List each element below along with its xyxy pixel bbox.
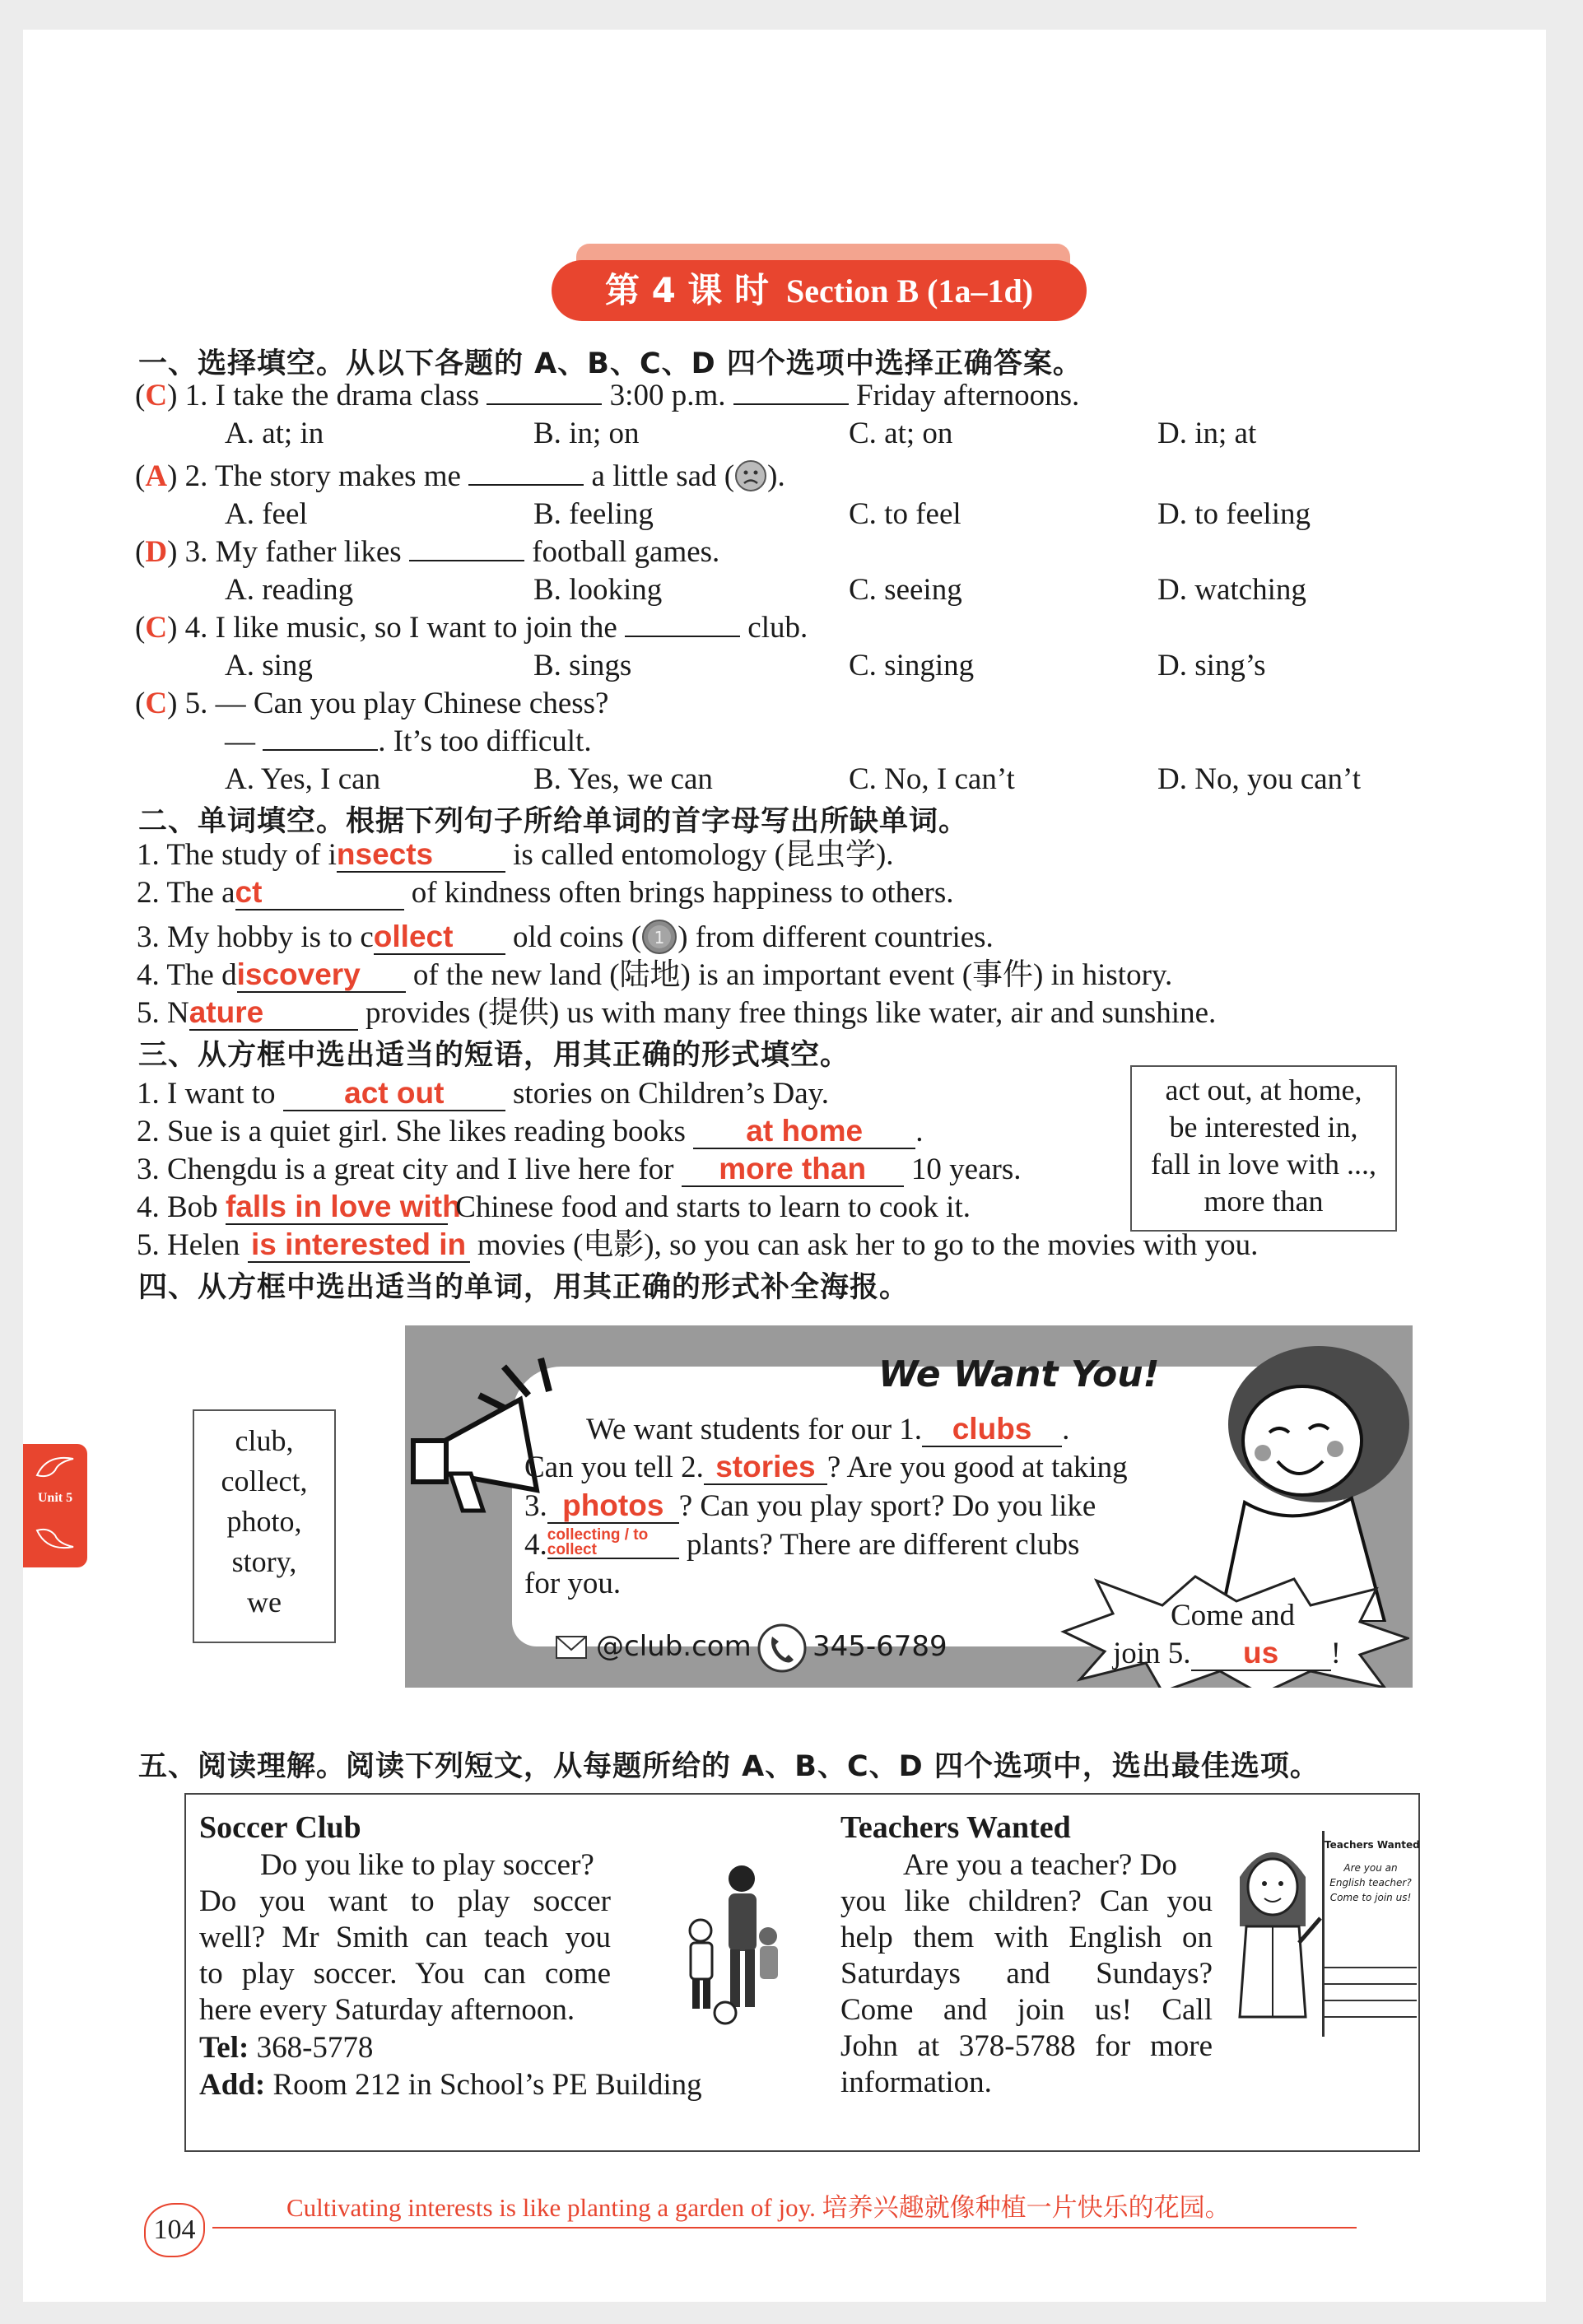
- p2-q3-post: old coins (: [513, 920, 642, 954]
- poster-blank-2: [704, 1451, 827, 1485]
- p2-q1: [137, 836, 894, 874]
- p3-q5-blank: [248, 1229, 470, 1263]
- p3-q4-blank: [225, 1190, 461, 1225]
- p2-q1-post: is called entomology (昆虫学).: [513, 838, 894, 872]
- q1-option-c: C. at; on: [849, 417, 953, 450]
- p2-q3: [137, 919, 994, 957]
- lesson-number: 第 4 课 时: [604, 270, 770, 310]
- q5-answer: C: [145, 687, 168, 720]
- word-box-item: club,: [235, 1424, 294, 1457]
- poster-blank-3: [547, 1490, 679, 1524]
- footer-quote: Cultivating interests is like planting a garden of joy. 培养兴趣就像种植一片快乐的花园。: [286, 2193, 1231, 2222]
- part1-title: 一、选择填空。从以下各题的 A、B、C、D 四个选项中选择正确答案。: [138, 347, 1082, 380]
- p2-q5-pre: 5. N: [137, 996, 189, 1030]
- p2-q1-blank: [337, 839, 505, 873]
- poster-line1-pre: We want students for our 1.: [586, 1413, 923, 1446]
- part5-title: 五、阅读理解。阅读下列短文，从每题所给的 A、B、C、D 四个选项中，选出最佳选项。: [138, 1750, 1320, 1783]
- q5-line1: 5. — Can you play Chinese chess?: [184, 687, 609, 720]
- q5-option-b: B. Yes, we can: [533, 762, 713, 796]
- p3-q2: [137, 1113, 923, 1151]
- poster-answer-1: clubs: [952, 1412, 1032, 1446]
- q5-post: . It’s too difficult.: [378, 724, 592, 758]
- p3-q1-blank: [283, 1078, 505, 1111]
- phrase-box: [1130, 1065, 1397, 1232]
- p3-q4: [137, 1189, 971, 1227]
- board-line: Come to join us!: [1329, 1892, 1412, 1903]
- poster-answer-2: stories: [715, 1450, 816, 1483]
- q2-stem: (A) 2. The story makes me a little sad ( ).: [135, 459, 785, 493]
- part2-title: 二、单词填空。根据下列句子所给单词的首字母写出所缺单词。: [138, 805, 969, 838]
- q2-post: a little sad (: [591, 459, 735, 493]
- ad1-line: Do you like to play soccer?: [260, 1848, 594, 1882]
- p2-q2: [137, 874, 954, 912]
- poster-answer-4-line1: collecting / to: [547, 1526, 649, 1544]
- p2-q2-pre: 2. The a: [137, 876, 235, 910]
- ad1-add: [199, 2066, 702, 2104]
- poster-email: @club.com: [596, 1630, 752, 1663]
- ad1-title: Soccer Club: [199, 1810, 361, 1845]
- q5-line2: [225, 723, 592, 761]
- q1-blank-2: [733, 403, 849, 405]
- p3-q2-answer: at home: [746, 1114, 864, 1148]
- q3-stem: (D) 3. My father likes football games.: [135, 535, 720, 569]
- board-line: English teacher?: [1329, 1877, 1412, 1889]
- q2-pre: 2. The story makes me: [184, 459, 461, 493]
- p3-q3-blank: [682, 1153, 904, 1187]
- p3-q1: [137, 1075, 829, 1113]
- footer-rule: [212, 2227, 1357, 2229]
- q5-option-a: A. Yes, I can: [225, 762, 381, 796]
- word-box-item: we: [247, 1586, 282, 1618]
- q3-post: football games.: [532, 535, 720, 569]
- poster-heading: We Want You!: [878, 1353, 1160, 1395]
- ad1-add-value: Room 212 in School’s PE Building: [272, 2068, 702, 2102]
- q5-option-d: D. No, you can’t: [1157, 762, 1361, 796]
- ad1-body: [199, 1847, 611, 2028]
- ad1-add-label: Add:: [199, 2068, 266, 2102]
- q4-option-d: D. sing’s: [1157, 649, 1266, 682]
- p2-q4-pre: 4. The d: [137, 958, 237, 992]
- q1-mid: 3:00 p.m.: [609, 379, 726, 412]
- p2-q3-post2: ) from different countries.: [677, 920, 994, 954]
- q4-option-c: C. singing: [849, 649, 975, 682]
- p3-q4-answer: falls in love with: [225, 1190, 461, 1223]
- soccer-players-illustration-icon: [659, 1861, 783, 2025]
- ad2-line: help them with English on: [840, 1921, 1213, 1954]
- p2-q4: [137, 957, 1172, 994]
- q4-pre: 4. I like music, so I want to join the: [184, 611, 617, 645]
- poster-blank-5: [1191, 1637, 1331, 1671]
- q1-answer: C: [145, 379, 168, 412]
- q3-pre: 3. My father likes: [184, 535, 402, 569]
- q3-option-c: C. seeing: [849, 573, 962, 607]
- email-icon: [553, 1628, 589, 1665]
- q2-option-b: B. feeling: [533, 497, 654, 531]
- p2-q2-answer: ct: [235, 875, 263, 909]
- q5-stem: (C) 5. — Can you play Chinese chess?: [135, 687, 609, 720]
- ad2-line: Are you a teacher? Do: [903, 1848, 1177, 1882]
- board-rule: [1325, 1983, 1417, 1985]
- poster-line3-pre: 3.: [524, 1489, 547, 1523]
- section-title: Section B (1a–1d): [786, 272, 1034, 310]
- ad1-line: Do you want to play soccer: [199, 1884, 611, 1918]
- poster-line3: [524, 1488, 1096, 1525]
- ad2-line: Come and join us! Call: [840, 1993, 1213, 2027]
- word-box: [193, 1409, 336, 1643]
- p2-q3-answer: ollect: [373, 920, 454, 953]
- svg-text:1: 1: [654, 928, 665, 948]
- poster-answer-3: photos: [562, 1488, 664, 1522]
- q3-answer: D: [145, 535, 168, 569]
- poster-line4-post: plants? There are different clubs: [687, 1528, 1080, 1562]
- p3-q5-post: movies (电影), so you can ask her to go to the movies with you.: [477, 1228, 1259, 1262]
- ad2-line: Saturdays and Sundays?: [840, 1957, 1213, 1991]
- word-box-item: photo,: [226, 1505, 302, 1538]
- part3-title: 三、从方框中选出适当的短语，用其正确的形式填空。: [138, 1039, 850, 1072]
- ad1-line: well? Mr Smith can teach you: [199, 1921, 611, 1954]
- page-number: 104: [144, 2203, 205, 2257]
- p2-q4-blank: [237, 959, 406, 993]
- board-rule: [1325, 2000, 1417, 2001]
- board-title: Teachers Wanted: [1325, 1839, 1420, 1851]
- q5-blank: [263, 749, 378, 751]
- poster-burst-line1: Come and: [1171, 1599, 1296, 1632]
- q1-option-d: D. in; at: [1157, 417, 1257, 450]
- q2-answer: A: [145, 459, 168, 493]
- p3-q4-post: Chinese food and starts to learn to cook it.: [455, 1190, 971, 1224]
- q2-option-a: A. feel: [225, 497, 308, 531]
- q2-option-d: D. to feeling: [1157, 497, 1311, 531]
- poster-burst2-pre: join 5.: [1113, 1637, 1191, 1670]
- sad-face-icon: [734, 459, 767, 492]
- p3-q5: [137, 1227, 1258, 1264]
- poster-phone: 345-6789: [812, 1630, 947, 1663]
- p2-q5-answer: ature: [189, 995, 264, 1029]
- p3-q2-post: .: [915, 1115, 924, 1148]
- p3-q3-pre: 3. Chengdu is a great city and I live here for: [137, 1153, 674, 1186]
- poster-blank-1: [922, 1413, 1062, 1447]
- q5-option-c: C. No, I can’t: [849, 762, 1015, 796]
- q4-answer: C: [145, 611, 168, 645]
- p3-q1-post: stories on Children’s Day.: [513, 1077, 830, 1111]
- q3-option-b: B. looking: [533, 573, 663, 607]
- q4-option-b: B. sings: [533, 649, 632, 682]
- wing-ornament-icon: [30, 1451, 80, 1483]
- unit-label: Unit 5: [37, 1491, 73, 1505]
- q1-option-b: B. in; on: [533, 417, 640, 450]
- club-poster: [405, 1325, 1413, 1688]
- teacher-girl-illustration-icon: [1223, 1836, 1322, 2042]
- phrase-box-line: more than: [1204, 1185, 1324, 1218]
- ad2-line: information.: [840, 2066, 992, 2099]
- poster-line2-pre: Can you tell 2.: [524, 1451, 704, 1484]
- poster-answer-4-line2: collect: [547, 1541, 597, 1558]
- phone-icon: [757, 1623, 807, 1673]
- poster-line4-pre: 4.: [524, 1528, 547, 1562]
- q4-blank: [625, 636, 740, 637]
- lesson-banner: [535, 244, 1103, 324]
- chalkboard: [1322, 1831, 1420, 2037]
- p3-q2-pre: 2. Sue is a quiet girl. She likes reading books: [137, 1115, 686, 1148]
- q1-blank-1: [487, 403, 602, 405]
- p3-q2-blank: [693, 1115, 915, 1149]
- p3-q1-answer: act out: [344, 1076, 445, 1110]
- poster-line5: for you.: [524, 1567, 622, 1600]
- poster-line4: [524, 1526, 1079, 1564]
- poster-answer-5: us: [1242, 1636, 1279, 1670]
- q4-option-a: A. sing: [225, 649, 313, 682]
- teachers-wanted-ad: [816, 1793, 1420, 2152]
- phrase-box-line: be interested in,: [1169, 1111, 1358, 1143]
- ad2-body: [840, 1847, 1213, 2101]
- banner-label: [552, 260, 1087, 321]
- q4-post: club.: [747, 611, 808, 645]
- q1-option-a: A. at; in: [225, 417, 324, 450]
- ad1-line: here every Saturday afternoon.: [199, 1993, 575, 2027]
- p2-q4-answer: iscovery: [236, 957, 361, 991]
- word-box-item: collect,: [221, 1465, 308, 1497]
- ad1-line: to play soccer. You can come: [199, 1957, 611, 1991]
- q1-pre: 1. I take the drama class: [184, 379, 480, 412]
- poster-line2-post: ? Are you good at taking: [826, 1451, 1128, 1484]
- p3-q1-pre: 1. I want to: [137, 1077, 276, 1111]
- p2-q1-pre: 1. The study of i: [137, 838, 337, 872]
- p2-q2-blank: [235, 877, 404, 911]
- p3-q3-answer: more than: [719, 1152, 867, 1185]
- poster-line3-post: ? Can you play sport? Do you like: [678, 1489, 1096, 1523]
- soccer-club-ad: [184, 1793, 818, 2152]
- p2-q2-post: of kindness often brings happiness to others.: [411, 876, 954, 910]
- wing-ornament-icon: [30, 1522, 80, 1555]
- q3-option-d: D. watching: [1157, 573, 1306, 607]
- poster-line2: [524, 1449, 1128, 1487]
- q3-option-a: A. reading: [225, 573, 354, 607]
- p3-q3-post: 10 years.: [910, 1153, 1022, 1186]
- part4-title: 四、从方框中选出适当的单词，用其正确的形式补全海报。: [138, 1271, 910, 1304]
- q2-blank: [468, 484, 584, 486]
- ad2-line: John at 378-5788 for more: [840, 2029, 1213, 2063]
- coin-icon: [641, 919, 677, 955]
- ad2-title: Teachers Wanted: [840, 1810, 1071, 1845]
- p2-q3-blank: [374, 921, 505, 955]
- phrase-box-line: fall in love with ...,: [1151, 1148, 1376, 1181]
- ad2-line: you like children? Can you: [840, 1884, 1213, 1918]
- p3-q5-answer: is interested in: [251, 1227, 467, 1261]
- ad1-tel-label: Tel:: [199, 2031, 249, 2065]
- p3-q5-pre: 5. Helen: [137, 1228, 240, 1262]
- ad1-tel: [199, 2029, 373, 2067]
- p2-q3-pre: 3. My hobby is to c: [137, 920, 374, 954]
- poster-burst2-post: !: [1330, 1637, 1341, 1670]
- p2-q5: [137, 994, 1216, 1032]
- p2-q1-answer: nsects: [336, 837, 434, 871]
- phrase-box-line: act out, at home,: [1165, 1074, 1362, 1106]
- unit-side-tab: [23, 1444, 87, 1567]
- poster-burst-line2: [1113, 1635, 1341, 1673]
- p2-q4-post: of the new land (陆地) is an important event (事件) in history.: [412, 958, 1173, 992]
- q2-post2: ).: [767, 459, 785, 493]
- p3-q4-pre: 4. Bob: [137, 1190, 218, 1224]
- q4-stem: (C) 4. I like music, so I want to join the club.: [135, 611, 808, 645]
- poster-line1-post: .: [1062, 1413, 1070, 1446]
- q2-option-c: C. to feel: [849, 497, 961, 531]
- board-rule: [1325, 2016, 1417, 2018]
- q5-dash: —: [225, 724, 255, 758]
- word-box-item: story,: [231, 1545, 297, 1578]
- p2-q5-post: provides (提供) us with many free things like water, air and sunshine.: [365, 996, 1217, 1030]
- poster-blank-4: [547, 1528, 679, 1559]
- p2-q5-blank: [189, 997, 358, 1031]
- workbook-page: [23, 30, 1546, 2302]
- q1-post: Friday afternoons.: [855, 379, 1080, 412]
- board-text: [1325, 1861, 1417, 1905]
- q1-stem: (C) 1. I take the drama class 3:00 p.m. Friday afternoons.: [135, 379, 1080, 412]
- q3-blank: [409, 560, 524, 561]
- board-line: Are you an: [1343, 1862, 1398, 1874]
- poster-line1: [586, 1411, 1069, 1449]
- p3-q3: [137, 1151, 1022, 1189]
- board-rule: [1325, 1967, 1417, 1968]
- ad1-tel-value: 368-5778: [256, 2031, 374, 2065]
